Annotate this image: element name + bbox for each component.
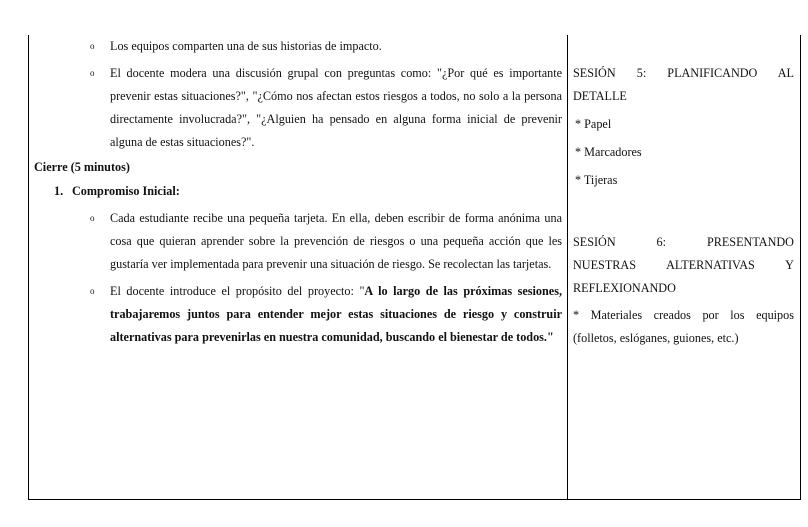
- bullet-marker: o: [90, 68, 95, 78]
- session5-title-line1: SESIÓN 5: PLANIFICANDO AL: [573, 66, 794, 80]
- bullet-marker: o: [90, 41, 95, 51]
- bullet-marker: o: [90, 213, 95, 223]
- session5-title-line2: DETALLE: [573, 89, 627, 103]
- session6-title-line1: SESIÓN 6: PRESENTANDO: [573, 235, 794, 249]
- bullet-text: Cada estudiante recibe una pequeña tarjeta. En ella, deben escribir de forma anónima una cosa que quieran aprender sobre la prevención de riesgos o una pequeña acción que les gustaría ver implementada para prevenir una situación de riesgo. Se recolectan las tarjetas.: [110, 211, 562, 271]
- list-item: [34, 207, 562, 276]
- list-number: 1.: [54, 184, 64, 198]
- bullet-text: El docente modera una discusión grupal con preguntas como: "¿Por qué es importante prevenir estas situaciones?", "¿Cómo nos afectan estos riesgos a todos, no solo a la persona directamente involucrada?", "¿Alguien ha pensado en alguna forma inicial de prevenir alguna de estas situaciones?".: [110, 66, 562, 149]
- list-item: [34, 62, 562, 154]
- compromiso-heading: [34, 179, 562, 203]
- column-divider: [567, 35, 568, 500]
- bullet-text-intro: El docente introduce el propósito del proyecto: ": [110, 284, 365, 298]
- list-item: * Marcadores: [575, 145, 642, 159]
- session6-title-line3: REFLEXIONANDO: [573, 281, 676, 295]
- materials-column: [573, 35, 794, 350]
- bullet-marker: o: [90, 286, 95, 296]
- list-item: * Papel: [575, 117, 612, 131]
- list-item: [34, 280, 562, 349]
- list-item: [34, 35, 562, 58]
- activities-column: [34, 35, 562, 349]
- session6-materials: * Materiales creados por los equipos (folletos, eslóganes, guiones, etc.): [573, 308, 794, 345]
- bullet-text: Los equipos comparten una de sus historias de impacto.: [110, 39, 382, 53]
- cierre-heading: Cierre (5 minutos): [34, 160, 130, 174]
- session6-title-line2: NUESTRAS ALTERNATIVAS Y: [573, 258, 794, 272]
- bullet-text-end: ": [546, 330, 554, 344]
- bullet-text-bold: A lo largo de las próximas sesiones, trabajaremos juntos para entender mejor estas situaciones de riesgo y construir alternativas para prevenirlas en nuestra comunidad, buscando el bienestar de todos.: [110, 284, 562, 344]
- session5-materials: [573, 110, 794, 194]
- compromiso-title: Compromiso Inicial:: [72, 184, 180, 198]
- list-item: * Tijeras: [575, 173, 618, 187]
